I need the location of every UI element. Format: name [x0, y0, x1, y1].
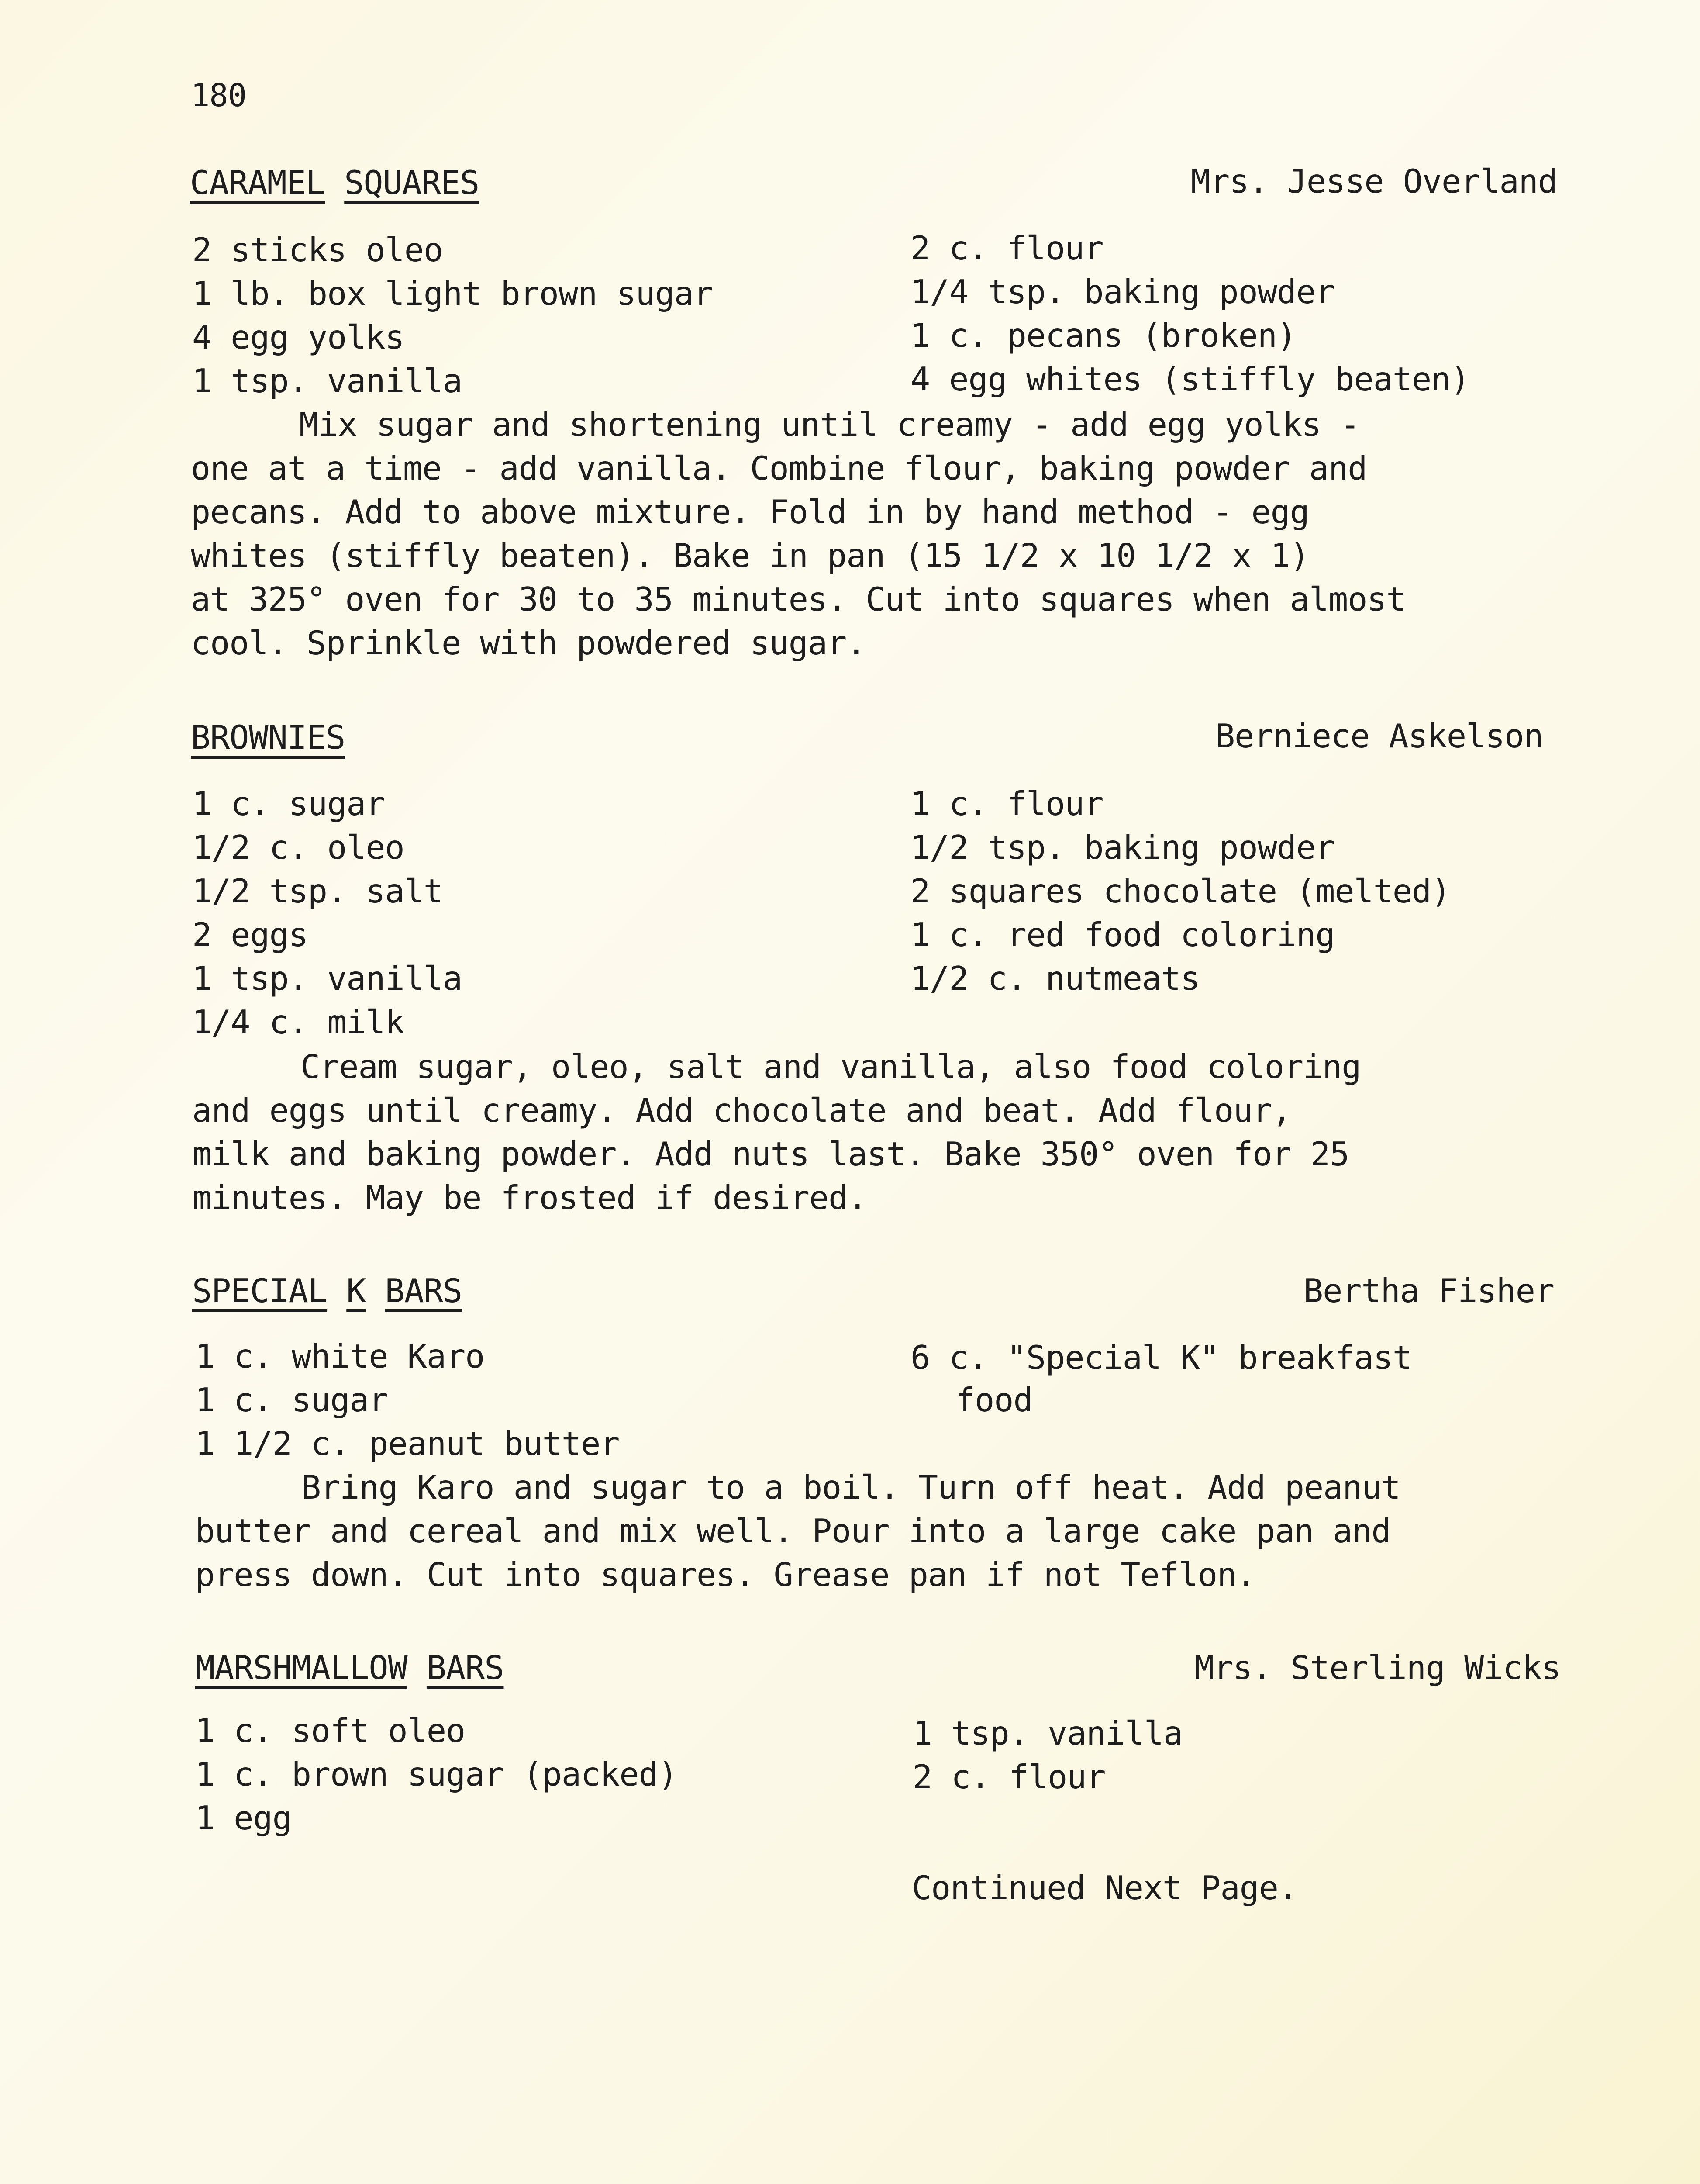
instruction-line: Cream sugar, oleo, salt and vanilla, also food coloring	[300, 1047, 1361, 1086]
instruction-line: one at a time - add vanilla. Combine flour, baking powder and	[191, 449, 1367, 487]
ingredient-right: 1/2 c. nutmeats	[910, 959, 1200, 998]
instruction-line: Mix sugar and shortening until creamy - add egg yolks -	[299, 405, 1360, 444]
continued-note: Continued Next Page.	[912, 1869, 1298, 1907]
ingredient-left: 1 1/2 c. peanut butter	[195, 1424, 620, 1463]
ingredient-left: 1 tsp. vanilla	[192, 362, 462, 400]
ingredient-right: food	[955, 1381, 1033, 1419]
ingredient-left: 1/2 c. oleo	[192, 828, 404, 867]
ingredient-right: 1/4 tsp. baking powder	[910, 273, 1335, 311]
instruction-line: butter and cereal and mix well. Pour into a large cake pan and	[195, 1512, 1391, 1550]
ingredient-right: 6 c. "Special K" breakfast	[910, 1338, 1412, 1377]
ingredient-right: 1 c. flour	[910, 784, 1103, 823]
ingredient-right: 1 c. pecans (broken)	[910, 316, 1297, 355]
ingredient-left: 4 egg yolks	[192, 318, 404, 356]
title-word: CARAMEL	[190, 163, 325, 202]
instruction-line: milk and baking powder. Add nuts last. Bake 350° oven for 25	[192, 1135, 1349, 1173]
ingredient-left: 1 c. sugar	[195, 1381, 388, 1419]
ingredient-left: 1/4 c. milk	[192, 1003, 404, 1041]
ingredient-right: 2 c. flour	[913, 1758, 1106, 1796]
ingredient-left: 1 tsp. vanilla	[192, 959, 462, 998]
instruction-line: and eggs until creamy. Add chocolate and beat. Add flour,	[192, 1091, 1291, 1130]
instruction-line: pecans. Add to above mixture. Fold in by hand method - egg	[191, 493, 1309, 531]
instruction-line: whites (stiffly beaten). Bake in pan (15 1/2 x 10 1/2 x 1)	[191, 536, 1309, 575]
ingredient-right: 1/2 tsp. baking powder	[910, 828, 1335, 867]
ingredient-left: 2 sticks oleo	[192, 231, 443, 269]
ingredient-left: 2 eggs	[192, 916, 308, 954]
ingredient-right: 2 squares chocolate (melted)	[910, 872, 1451, 910]
ingredient-left: 1 lb. box light brown sugar	[192, 274, 713, 313]
ingredient-left: 1 egg	[195, 1799, 292, 1837]
ingredient-left: 1 c. sugar	[192, 784, 385, 823]
title-word: SPECIAL	[192, 1272, 328, 1310]
instruction-line: Bring Karo and sugar to a boil. Turn off heat. Add peanut	[301, 1468, 1400, 1507]
recipe-title	[195, 1646, 503, 1690]
recipe-author: Mrs. Jesse Overland	[1191, 162, 1557, 200]
ingredient-left: 1/2 tsp. salt	[192, 872, 443, 910]
recipe-author: Berniece Askelson	[1215, 717, 1543, 755]
ingredient-left: 1 c. white Karo	[195, 1337, 485, 1375]
recipe-title	[192, 1269, 462, 1313]
ingredient-right: 2 c. flour	[910, 229, 1103, 267]
title-word: SQUARES	[344, 163, 479, 202]
title-word: BARS	[385, 1272, 462, 1310]
ingredient-left: 1 c. brown sugar (packed)	[195, 1755, 677, 1794]
instruction-line: minutes. May be frosted if desired.	[192, 1178, 867, 1217]
instruction-line: press down. Cut into squares. Grease pan if not Teflon.	[195, 1555, 1256, 1594]
ingredient-right: 1 tsp. vanilla	[913, 1714, 1183, 1752]
ingredient-right: 4 egg whites (stiffly beaten)	[910, 360, 1470, 398]
title-word: MARSHMALLOW	[195, 1648, 407, 1687]
instruction-line: cool. Sprinkle with powdered sugar.	[191, 624, 866, 662]
instruction-line: at 325° oven for 30 to 35 minutes. Cut into squares when almost	[191, 580, 1406, 619]
title-word: K	[346, 1272, 366, 1310]
ingredient-left: 1 c. soft oleo	[195, 1711, 466, 1750]
page-number: 180	[191, 77, 247, 114]
title-word: BROWNIES	[191, 718, 345, 757]
recipe-title	[191, 715, 345, 759]
recipe-title	[190, 161, 479, 204]
recipe-author: Bertha Fisher	[1303, 1272, 1554, 1310]
ingredient-right: 1 c. red food coloring	[910, 916, 1335, 954]
title-word: BARS	[426, 1648, 504, 1687]
recipe-author: Mrs. Sterling Wicks	[1194, 1648, 1561, 1687]
